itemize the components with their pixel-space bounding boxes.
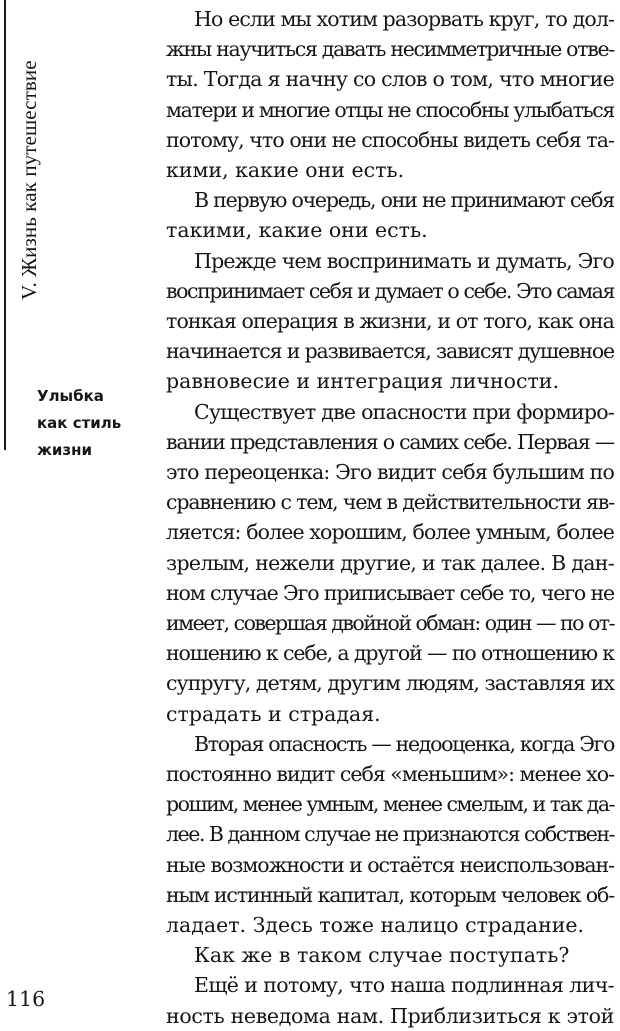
text-line: страдать и страдая. xyxy=(166,701,381,726)
text-line: Вторая опасность — недооценка, когда Эго xyxy=(194,731,614,756)
text-line: ном случае Эго приписывает себе то, чего не xyxy=(166,580,614,605)
text-line: зрелым, нежели другие, и так далее. В дан- xyxy=(166,550,614,575)
text-line: Но если мы хотим разорвать круг, то дол- xyxy=(194,7,614,31)
margin-rule xyxy=(4,0,6,450)
text-line: ношению к себе, а другой — по отношению к xyxy=(166,641,614,666)
text-line: Как же в таком случае поступать? xyxy=(194,943,570,968)
text-line: ным истинный капитал, которым человек об- xyxy=(166,882,614,907)
text-line: равновесие и интеграция личности. xyxy=(166,369,559,394)
text-line: жны научиться давать несимметричные отве- xyxy=(166,37,614,62)
text-line: Ещё и потому, что наша подлинная лич- xyxy=(194,973,614,998)
text-line: ные возможности и остаётся неиспользован- xyxy=(166,852,614,877)
text-line: супругу, детям, другим людям, заставляя их xyxy=(166,671,614,696)
text-line: сравнению с тем, чем в действительности яв- xyxy=(166,490,614,515)
text-line: потому, что они не способны видеть себя та- xyxy=(166,127,614,152)
text-line: воспринимает себя и думает о себе. Это самая xyxy=(166,278,614,303)
text-line: ность неведома нам. Приблизиться к этой xyxy=(166,1003,615,1028)
side-note-line: как стиль xyxy=(37,414,122,432)
text-line: ляется: более хорошим, более умным, более xyxy=(166,520,614,545)
text-line: кими, какие они есть. xyxy=(166,158,405,182)
side-note-line: Улыбка xyxy=(37,387,104,405)
text-line: Прежде чем воспринимать и думать, Эго xyxy=(194,248,614,273)
running-head xyxy=(14,0,44,300)
text-line: ладает. Здесь тоже налицо страдание. xyxy=(166,913,585,937)
text-line: рошим, менее умным, менее смелым, и так да- xyxy=(166,792,614,817)
side-note xyxy=(37,383,147,464)
text-line: В первую очередь, они не принимают себя xyxy=(194,188,614,213)
running-head-text: V. Жизнь как путешествие xyxy=(17,60,41,300)
text-line: лее. В данном случае не признаются собствен- xyxy=(166,822,614,847)
text-line: начинается и развивается, зависят душевное xyxy=(166,339,614,364)
text-line: тонкая операция в жизни, и от того, как она xyxy=(166,309,614,333)
text-line: Существует две опасности при формиро- xyxy=(194,399,614,424)
text-line: постоянно видит себя «меньшим»: менее хо- xyxy=(166,762,614,786)
text-line: вании представления о самих себе. Первая — xyxy=(166,429,614,454)
text-line: это переоценка: Эго видит себя бульшим по xyxy=(166,460,614,484)
text-line: имеет, совершая двойной обман: один — по от- xyxy=(166,611,614,635)
text-line: матери и многие отцы не способны улыбаться xyxy=(166,97,614,122)
page-number: 116 xyxy=(6,987,46,1011)
text-line: ты. Тогда я начну со слов о том, что многие xyxy=(166,67,615,92)
text-line: такими, какие они есть. xyxy=(166,218,428,243)
side-note-line: жизни xyxy=(37,441,93,459)
